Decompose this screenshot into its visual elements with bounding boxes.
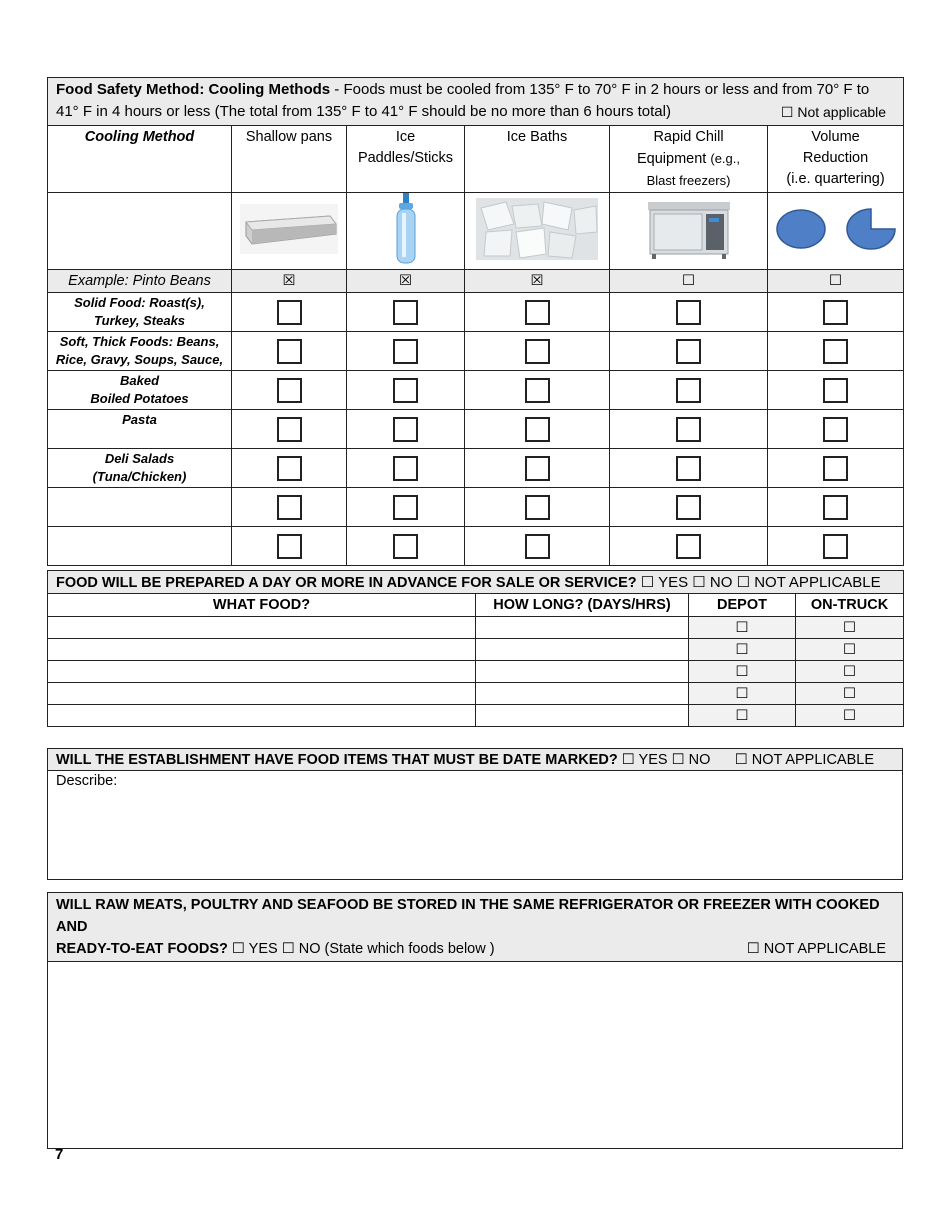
method-cell bbox=[232, 488, 347, 527]
method-cell bbox=[768, 371, 904, 410]
food-label-line2: Turkey, Steaks bbox=[93, 313, 186, 328]
on-truck-checkbox[interactable]: ☐ bbox=[796, 683, 904, 705]
col-how-long: HOW LONG? (DAYS/HRS) bbox=[476, 594, 689, 617]
col-rapid-line3: (e.g., bbox=[710, 151, 740, 166]
advance-rows bbox=[48, 617, 904, 727]
method-cell bbox=[465, 293, 610, 332]
method-cell bbox=[465, 371, 610, 410]
col-ice-baths: Ice Baths bbox=[465, 126, 610, 193]
food-label-line1: Solid Food: Roast(s), bbox=[74, 295, 205, 310]
method-checkbox[interactable] bbox=[525, 495, 550, 520]
advance-question: FOOD WILL BE PREPARED A DAY OR MORE IN ADVANCE FOR SALE OR SERVICE? bbox=[56, 575, 637, 591]
food-label-line1: Baked bbox=[119, 373, 160, 388]
method-cell bbox=[768, 410, 904, 449]
food-row bbox=[48, 527, 904, 566]
col-rapid-line4: Blast freezers) bbox=[646, 173, 731, 188]
col-ice-paddles-line1: Ice bbox=[395, 129, 416, 145]
method-cell bbox=[465, 488, 610, 527]
method-cell bbox=[610, 488, 768, 527]
describe-label: Describe: bbox=[56, 773, 118, 789]
on-truck-checkbox[interactable]: ☐ bbox=[796, 705, 904, 727]
food-row bbox=[48, 449, 904, 488]
on-truck-checkbox[interactable]: ☐ bbox=[796, 617, 904, 639]
col-ice-paddles-line2: Paddles/Sticks bbox=[357, 150, 454, 166]
advance-header bbox=[48, 571, 904, 594]
what-food-field[interactable] bbox=[48, 683, 476, 705]
method-cell bbox=[768, 527, 904, 566]
method-checkbox[interactable] bbox=[823, 300, 848, 325]
method-checkbox[interactable] bbox=[393, 456, 418, 481]
method-checkbox[interactable] bbox=[277, 417, 302, 442]
food-label bbox=[48, 332, 232, 371]
method-cell bbox=[347, 293, 465, 332]
method-checkbox[interactable] bbox=[277, 339, 302, 364]
method-checkbox[interactable] bbox=[525, 300, 550, 325]
advance-row bbox=[48, 683, 904, 705]
method-checkbox[interactable] bbox=[823, 339, 848, 364]
depot-checkbox[interactable]: ☐ bbox=[689, 617, 796, 639]
food-label-line2: Boiled Potatoes bbox=[90, 391, 189, 406]
food-label-line1: Deli Salads bbox=[104, 451, 175, 466]
food-label bbox=[48, 449, 232, 488]
datemark-options[interactable]: ☐ YES ☐ NO bbox=[617, 751, 711, 768]
example-mark-rapid: ☐ bbox=[610, 270, 768, 293]
method-cell bbox=[465, 527, 610, 566]
how-long-field[interactable] bbox=[476, 639, 689, 661]
method-cell bbox=[610, 371, 768, 410]
how-long-field[interactable] bbox=[476, 661, 689, 683]
method-cell bbox=[768, 332, 904, 371]
food-label bbox=[48, 371, 232, 410]
shallow-pan-image bbox=[232, 193, 347, 270]
shallow-pan-icon bbox=[240, 204, 338, 254]
method-cell bbox=[347, 410, 465, 449]
food-label-line2: Rice, Gravy, Soups, Sauce, bbox=[55, 352, 224, 367]
method-cell bbox=[465, 449, 610, 488]
rawmeat-not-applicable[interactable]: ☐ NOT APPLICABLE bbox=[746, 941, 886, 957]
method-checkbox[interactable] bbox=[676, 495, 701, 520]
method-checkbox[interactable] bbox=[393, 339, 418, 364]
advance-options[interactable]: ☐ YES ☐ NO ☐ NOT APPLICABLE bbox=[636, 574, 881, 591]
depot-checkbox[interactable]: ☐ bbox=[689, 639, 796, 661]
image-row-blank bbox=[48, 193, 232, 270]
method-checkbox[interactable] bbox=[277, 300, 302, 325]
rawmeat-options[interactable]: ☐ YES ☐ NO (State which foods below ) bbox=[227, 941, 495, 957]
method-checkbox[interactable] bbox=[823, 417, 848, 442]
method-cell bbox=[610, 449, 768, 488]
datemark-describe-field[interactable] bbox=[48, 771, 903, 880]
food-label-line2: (Tuna/Chicken) bbox=[92, 469, 187, 484]
depot-checkbox[interactable]: ☐ bbox=[689, 661, 796, 683]
quartering-icon bbox=[776, 204, 896, 254]
ice-baths-image bbox=[465, 193, 610, 270]
method-checkbox[interactable] bbox=[277, 378, 302, 403]
ice-paddle-image bbox=[347, 193, 465, 270]
col-rapid-line1: Rapid Chill bbox=[653, 129, 724, 145]
food-label bbox=[48, 488, 232, 527]
method-checkbox[interactable] bbox=[525, 417, 550, 442]
food-label bbox=[48, 527, 232, 566]
how-long-field[interactable] bbox=[476, 617, 689, 639]
method-cell bbox=[768, 449, 904, 488]
method-checkbox[interactable] bbox=[277, 534, 302, 559]
how-long-field[interactable] bbox=[476, 683, 689, 705]
datemark-question: WILL THE ESTABLISHMENT HAVE FOOD ITEMS THAT MUST BE DATE MARKED? bbox=[56, 751, 618, 768]
ice-cubes-icon bbox=[476, 198, 598, 260]
col-depot: DEPOT bbox=[689, 594, 796, 617]
col-rapid-chill bbox=[610, 126, 768, 193]
method-cell bbox=[232, 410, 347, 449]
food-row bbox=[48, 410, 904, 449]
volume-reduction-image bbox=[768, 193, 904, 270]
food-row bbox=[48, 332, 904, 371]
food-rows bbox=[48, 293, 904, 566]
method-checkbox[interactable] bbox=[676, 534, 701, 559]
method-cell bbox=[232, 449, 347, 488]
example-mark-icebath: ☒ bbox=[465, 270, 610, 293]
col-ice-paddles bbox=[347, 126, 465, 193]
rawmeat-header bbox=[48, 893, 903, 962]
method-checkbox[interactable] bbox=[823, 378, 848, 403]
cooling-header bbox=[48, 78, 904, 126]
method-cell bbox=[610, 527, 768, 566]
method-checkbox[interactable] bbox=[525, 534, 550, 559]
method-cell bbox=[610, 410, 768, 449]
method-cell bbox=[347, 488, 465, 527]
method-checkbox[interactable] bbox=[525, 378, 550, 403]
page-number: 7 bbox=[55, 1146, 64, 1163]
example-label: Example: Pinto Beans bbox=[48, 270, 232, 293]
col-volume-line3: (i.e. quartering) bbox=[786, 171, 885, 187]
depot-checkbox[interactable]: ☐ bbox=[689, 705, 796, 727]
method-cell bbox=[232, 527, 347, 566]
food-row bbox=[48, 488, 904, 527]
method-cell bbox=[347, 332, 465, 371]
advance-prep-table bbox=[47, 570, 904, 727]
method-checkbox[interactable] bbox=[823, 534, 848, 559]
method-checkbox[interactable] bbox=[676, 300, 701, 325]
method-checkbox[interactable] bbox=[277, 495, 302, 520]
method-checkbox[interactable] bbox=[823, 456, 848, 481]
method-cell bbox=[232, 293, 347, 332]
cooling-methods-table bbox=[47, 77, 904, 566]
datemark-header bbox=[48, 749, 903, 771]
col-what-food: WHAT FOOD? bbox=[48, 594, 476, 617]
col-volume-reduction bbox=[768, 126, 904, 193]
example-mark-paddles: ☒ bbox=[347, 270, 465, 293]
method-cell bbox=[610, 293, 768, 332]
method-cell bbox=[232, 371, 347, 410]
method-checkbox[interactable] bbox=[277, 456, 302, 481]
advance-row bbox=[48, 639, 904, 661]
method-checkbox[interactable] bbox=[525, 339, 550, 364]
method-cell bbox=[347, 449, 465, 488]
rawmeat-question-line2: READY-TO-EAT FOODS? bbox=[56, 941, 228, 957]
method-checkbox[interactable] bbox=[393, 300, 418, 325]
datemark-not-applicable[interactable]: ☐ NOT APPLICABLE bbox=[734, 751, 874, 768]
advance-row bbox=[48, 705, 904, 727]
method-checkbox[interactable] bbox=[525, 456, 550, 481]
rapid-chill-image bbox=[610, 193, 768, 270]
method-cell bbox=[768, 293, 904, 332]
what-food-field[interactable] bbox=[48, 705, 476, 727]
what-food-field[interactable] bbox=[48, 617, 476, 639]
method-checkbox[interactable] bbox=[676, 378, 701, 403]
raw-meat-storage-table bbox=[47, 892, 903, 1149]
col-cooling-method: Cooling Method bbox=[48, 126, 232, 193]
food-label bbox=[48, 410, 232, 449]
on-truck-checkbox[interactable]: ☐ bbox=[796, 639, 904, 661]
method-cell bbox=[465, 410, 610, 449]
advance-row bbox=[48, 617, 904, 639]
food-label bbox=[48, 293, 232, 332]
example-mark-volume: ☐ bbox=[768, 270, 904, 293]
blast-freezer-icon bbox=[646, 198, 732, 260]
col-shallow-pans: Shallow pans bbox=[232, 126, 347, 193]
col-volume-line1: Volume bbox=[811, 129, 860, 145]
depot-checkbox[interactable]: ☐ bbox=[689, 683, 796, 705]
method-cell bbox=[610, 332, 768, 371]
food-label-line1: Soft, Thick Foods: Beans, bbox=[59, 334, 220, 349]
method-checkbox[interactable] bbox=[823, 495, 848, 520]
method-cell bbox=[768, 488, 904, 527]
method-cell bbox=[347, 371, 465, 410]
method-checkbox[interactable] bbox=[393, 378, 418, 403]
method-cell bbox=[232, 332, 347, 371]
food-label-line1: Pasta bbox=[122, 412, 157, 427]
what-food-field[interactable] bbox=[48, 661, 476, 683]
cooling-description: - Foods must be cooled from 135° F to 70° F in 2 hours or less and from 70° F to 41° F in 4 hours or less (The total from 135° F to 41° F should be no more than 6 hours total) bbox=[56, 81, 870, 120]
advance-row bbox=[48, 661, 904, 683]
date-marked-table bbox=[47, 748, 903, 880]
col-volume-line2: Reduction bbox=[802, 150, 869, 166]
method-checkbox[interactable] bbox=[393, 417, 418, 442]
example-mark-shallow: ☒ bbox=[232, 270, 347, 293]
method-checkbox[interactable] bbox=[676, 339, 701, 364]
method-checkbox[interactable] bbox=[676, 417, 701, 442]
col-rapid-line2: Equipment bbox=[637, 151, 707, 167]
how-long-field[interactable] bbox=[476, 705, 689, 727]
method-checkbox[interactable] bbox=[676, 456, 701, 481]
ice-paddle-icon bbox=[389, 193, 423, 265]
rawmeat-question-line1: WILL RAW MEATS, POULTRY AND SEAFOOD BE STORED IN THE SAME REFRIGERATOR OR FREEZER WITH COOKED AND bbox=[56, 897, 880, 935]
method-cell bbox=[465, 332, 610, 371]
method-checkbox[interactable] bbox=[393, 495, 418, 520]
method-cell bbox=[347, 527, 465, 566]
method-checkbox[interactable] bbox=[393, 534, 418, 559]
rawmeat-answer-field[interactable] bbox=[48, 962, 903, 1149]
col-on-truck: ON-TRUCK bbox=[796, 594, 904, 617]
cooling-not-applicable-checkbox[interactable]: ☐ Not applicable bbox=[780, 104, 887, 120]
what-food-field[interactable] bbox=[48, 639, 476, 661]
food-row bbox=[48, 371, 904, 410]
cooling-title: Food Safety Method: Cooling Methods bbox=[56, 81, 331, 98]
food-row bbox=[48, 293, 904, 332]
on-truck-checkbox[interactable]: ☐ bbox=[796, 661, 904, 683]
